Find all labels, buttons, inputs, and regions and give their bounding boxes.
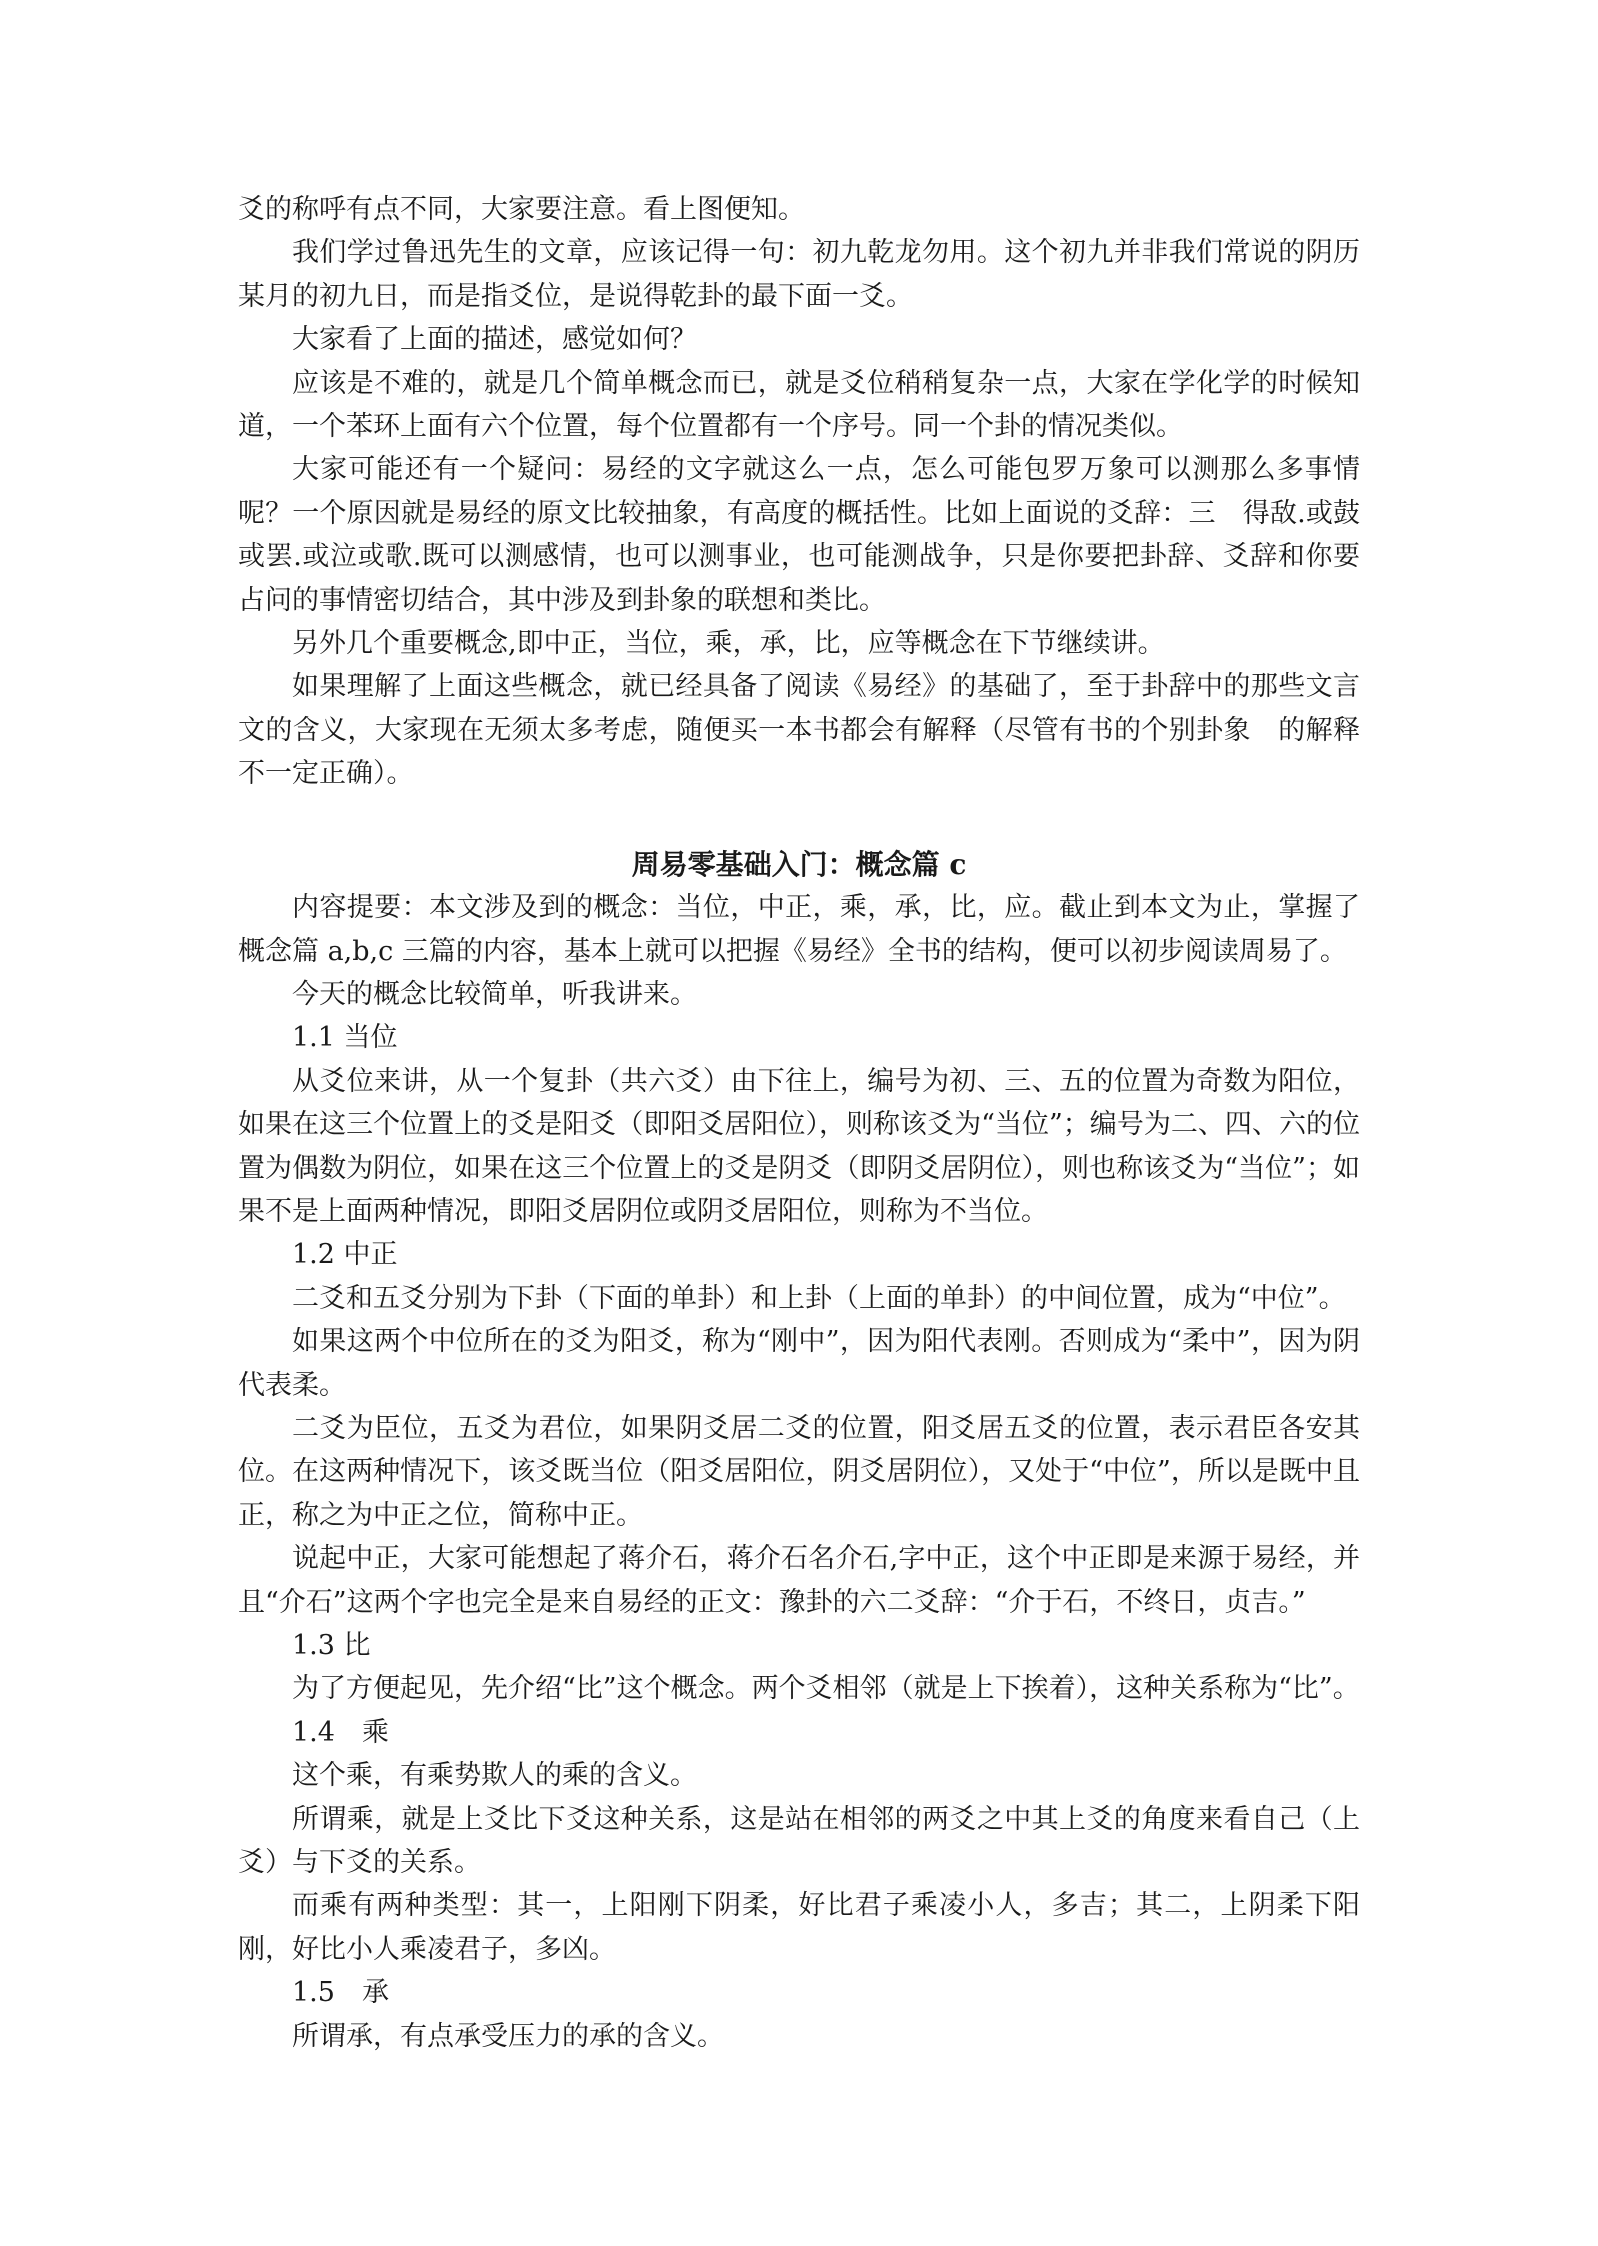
paragraph: 为了方便起见，先介绍“比”这个概念。两个爻相邻（就是上下挨着），这种关系称为“比”。: [292, 1673, 1360, 1705]
paragraph: 所谓乘，就是上爻比下爻这种关系，这是站在相邻的两爻之中其上爻的角度来看自己（上爻）与下爻的关系。: [238, 1803, 1360, 1879]
paragraph: 从爻位来讲，从一个复卦（共六爻）由下往上，编号为初、三、五的位置为奇数为阳位，如果在这三个位置上的爻是阳爻（即阳爻居阳位），则称该爻为“当位”；编号为二、四、六的位置为偶数为阴位，如果在这三个位置上的爻是阴爻（即阴爻居阴位），则也称该爻为“当位”；如果不是上面两种情况，即阳爻居阴位或阴爻居阳位，则称为不当位。: [238, 1065, 1360, 1227]
subsection-heading: 1.1 当位: [292, 1022, 398, 1054]
paragraph: 应该是不难的，就是几个简单概念而已，就是爻位稍稍复杂一点，大家在学化学的时候知道，一个苯环上面有六个位置，每个位置都有一个序号。同一个卦的情况类似。: [238, 367, 1360, 443]
paragraph: 我们学过鲁迅先生的文章，应该记得一句：初九乾龙勿用。这个初九并非我们常说的阴历某月的初九日，而是指爻位，是说得乾卦的最下面一爻。: [238, 237, 1360, 312]
subsection-heading: 1.2 中正: [292, 1239, 398, 1271]
paragraph: 爻的称呼有点不同，大家要注意。看上图便知。: [238, 194, 805, 225]
paragraph: 今天的概念比较简单，听我讲来。: [292, 978, 697, 1010]
subsection-heading: 1.3 比: [292, 1630, 371, 1661]
paragraph: 另外几个重要概念,即中正，当位，乘，承，比，应等概念在下节继续讲。: [292, 628, 1165, 660]
subsection-heading: 1.4 乘: [292, 1716, 389, 1748]
paragraph: 大家看了上面的描述，感觉如何？: [292, 324, 697, 356]
section-heading: 周易零基础入门：概念篇 c: [631, 847, 967, 881]
paragraph: 说起中正，大家可能想起了蒋介石，蒋介石名介石,字中正，这个中正即是来源于易经，并且“介石”这两个字也完全是来自易经的正文：豫卦的六二爻辞：“介于石，不终日，贞吉。”: [238, 1543, 1360, 1618]
paragraph: 而乘有两种类型：其一，上阳刚下阴柔，好比君子乘凌小人，多吉；其二，上阴柔下阳刚，好比小人乘凌君子，多凶。: [238, 1890, 1360, 1965]
paragraph: 所谓承，有点承受压力的承的含义。: [292, 2020, 724, 2052]
document-page: [238, 188, 1360, 2058]
paragraph: 内容提要：本文涉及到的概念：当位，中正，乘，承，比，应。截止到本文为止，掌握了概念篇 a,b,c 三篇的内容，基本上就可以把握《易经》全书的结构，便可以初步阅读周易了。: [238, 892, 1360, 967]
paragraph: 二爻和五爻分别为下卦（下面的单卦）和上卦（上面的单卦）的中间位置，成为“中位”。: [292, 1282, 1346, 1314]
paragraph: 如果这两个中位所在的爻为阳爻，称为“刚中”，因为阳代表刚。否则成为“柔中”，因为阴代表柔。: [238, 1326, 1360, 1401]
paragraph: 这个乘，有乘势欺人的乘的含义。: [292, 1760, 697, 1792]
paragraph: 二爻为臣位，五爻为君位，如果阴爻居二爻的位置，阳爻居五爻的位置，表示君臣各安其位。在这两种情况下，该爻既当位（阳爻居阳位，阴爻居阴位），又处于“中位”，所以是既中且正，称之为中正之位，简称中正。: [238, 1412, 1360, 1531]
paragraph: 如果理解了上面这些概念，就已经具备了阅读《易经》的基础了，至于卦辞中的那些文言文的含义，大家现在无须太多考虑，随便买一本书都会有解释（尽管有书的个别卦象 的解释不一定正确）。: [238, 671, 1360, 790]
paragraph: 大家可能还有一个疑问：易经的文字就这么一点，怎么可能包罗万象可以测那么多事情呢？一个原因就是易经的原文比较抽象，有高度的概括性。比如上面说的爻辞：三 得敌.或鼓或罢.或泣或歌.既可以测感情，也可以测事业，也可能测战争，只是你要把卦辞、爻辞和你要占问的事情密切结合，其中涉及到卦象的联想和类比。: [238, 454, 1360, 616]
subsection-heading: 1.5 承: [292, 1977, 389, 2009]
